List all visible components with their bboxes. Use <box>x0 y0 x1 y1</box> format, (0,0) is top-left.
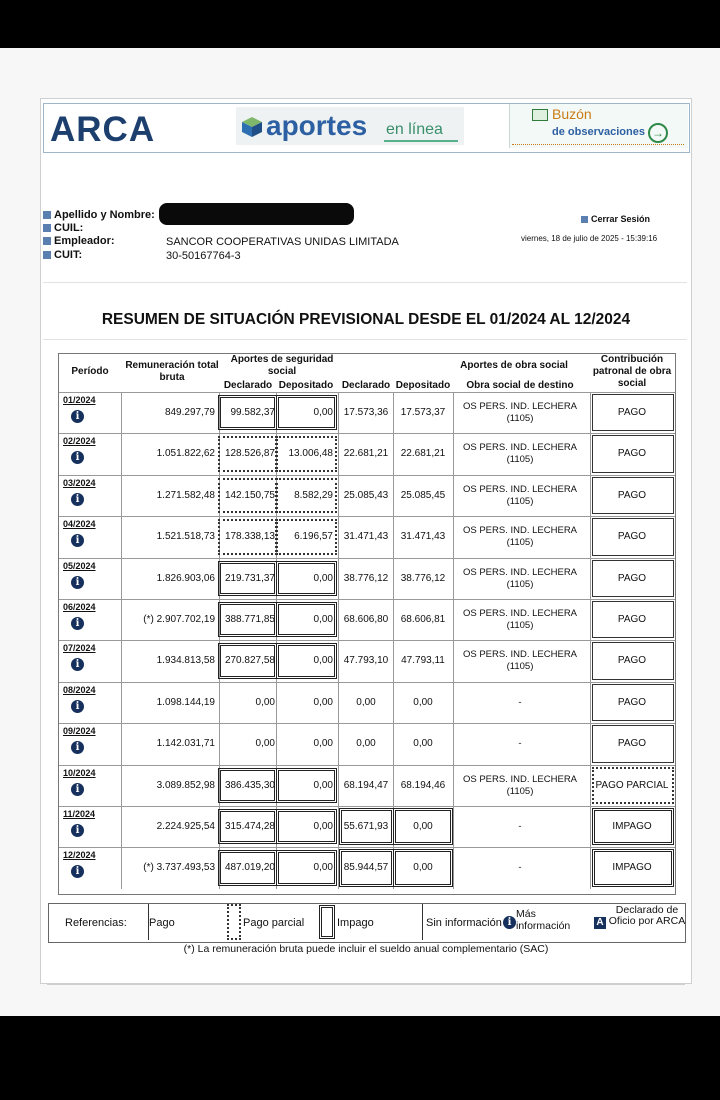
envelope-icon <box>532 109 548 121</box>
cuit-label: CUIT: <box>54 249 83 261</box>
remuneracion-cell: 1.142.031,71 <box>156 738 215 750</box>
obra-social-name: - <box>518 696 522 708</box>
obra-social-code: (1105) <box>506 495 534 507</box>
contribucion-status: PAGO <box>617 655 647 667</box>
apellido-row <box>43 209 155 221</box>
bullet-icon <box>43 251 51 259</box>
periodo-link[interactable]: 09/2024 <box>63 726 96 737</box>
os-depositado-cell: 68.194,46 <box>400 779 446 791</box>
header-obra-destino: Obra social de destino <box>466 380 574 391</box>
ss-depositado-cell: 6.196,57 <box>294 531 333 543</box>
os-declarado-cell: 38.776,12 <box>343 572 389 584</box>
obra-social-name: OS PERS. IND. LECHERA <box>462 401 578 412</box>
divider <box>47 984 685 985</box>
row-divider <box>59 682 675 683</box>
periodo-link[interactable]: 10/2024 <box>63 767 96 778</box>
underline-decor <box>384 140 458 142</box>
cuit-row <box>43 249 82 261</box>
divider <box>43 339 687 340</box>
os-declarado-cell: 31.471,43 <box>343 531 389 543</box>
info-icon[interactable]: i <box>71 783 84 796</box>
row-divider <box>59 475 675 476</box>
header-contribucion: Contribución patronal de obra social <box>592 354 672 389</box>
obra-social-name: OS PERS. IND. LECHERA <box>462 649 578 661</box>
remuneracion-cell: 2.224.925,54 <box>156 821 215 832</box>
contribucion-status: PAGO <box>617 489 647 501</box>
ss-declarado-cell: 128.526,87 <box>224 448 275 460</box>
divider <box>43 282 687 283</box>
ss-depositado-cell: 0,00 <box>313 779 333 791</box>
ss-depositado-cell: 0,00 <box>313 696 333 708</box>
os-depositado-cell: 25.085,45 <box>400 489 446 501</box>
cube-icon <box>240 115 264 139</box>
os-declarado-cell: 17.573,36 <box>343 407 389 418</box>
ss-depositado-cell: 0,00 <box>313 821 333 832</box>
remuneracion-cell: 1.271.582,48 <box>156 489 215 501</box>
obra-social-code: (1105) <box>506 661 534 673</box>
footnote: (*) La remuneración bruta puede incluir el sueldo anual complementario (SAC) <box>183 943 549 955</box>
arca-oficio-icon: A <box>594 917 606 929</box>
obra-social-name: OS PERS. IND. LECHERA <box>462 483 578 495</box>
info-icon[interactable]: i <box>71 741 84 754</box>
header-periodo: Período <box>71 366 109 377</box>
remuneracion-cell: 1.098.144,19 <box>156 696 215 708</box>
ss-depositado-cell: 0,00 <box>313 572 333 584</box>
ss-depositado-cell: 13.006,48 <box>288 448 333 460</box>
obra-social-code: (1105) <box>506 537 534 549</box>
bullet-icon <box>581 216 588 223</box>
legend-divider <box>141 904 149 940</box>
contribucion-status: PAGO <box>617 696 647 708</box>
os-depositado-cell: 0,00 <box>413 738 433 750</box>
periodo-link[interactable]: 04/2024 <box>63 519 96 530</box>
periodo-link[interactable]: 06/2024 <box>63 602 96 612</box>
en-linea-word: en línea <box>386 121 443 138</box>
legend <box>48 903 686 943</box>
ss-declarado-cell: 219.731,37 <box>224 572 275 584</box>
session-date: viernes, 18 de julio de 2025 - 15:39:16 <box>521 234 658 243</box>
row-divider <box>59 516 675 517</box>
remuneracion-cell: 3.089.852,98 <box>156 779 215 791</box>
periodo-link[interactable]: 08/2024 <box>63 684 96 695</box>
info-icon[interactable]: i <box>71 865 84 878</box>
row-divider <box>59 433 675 434</box>
contribucion-status: PAGO <box>617 448 647 460</box>
ss-depositado-cell: 8.582,29 <box>294 489 333 501</box>
ss-declarado-cell: 178.338,13 <box>224 531 275 543</box>
info-icon[interactable]: i <box>71 534 84 547</box>
remuneracion-cell: (*) 3.737.493,53 <box>143 862 215 874</box>
arrow-right-icon: → <box>648 123 668 143</box>
info-icon[interactable]: i <box>71 700 84 713</box>
cuil-label: CUIL: <box>54 222 84 234</box>
obra-social-name: - <box>518 821 522 832</box>
ss-declarado-cell: 0,00 <box>255 696 275 708</box>
row-divider <box>59 806 675 807</box>
ss-declarado-cell: 142.150,75 <box>224 489 275 501</box>
contribucion-status: PAGO <box>617 614 647 625</box>
obra-social-name: OS PERS. IND. LECHERA <box>462 608 578 619</box>
legend-declarado-oficio: Declarado de Oficio por ARCA <box>608 904 686 927</box>
os-depositado-cell: 22.681,21 <box>400 448 446 460</box>
periodo-link[interactable]: 07/2024 <box>63 643 96 654</box>
info-icon[interactable]: i <box>71 576 84 589</box>
contribucion-status: PAGO PARCIAL <box>595 779 669 791</box>
info-icon: i <box>503 916 516 929</box>
ss-declarado-cell: 0,00 <box>255 738 275 750</box>
buzon-observaciones-link[interactable] <box>509 104 688 148</box>
header-obra-social: Aportes de obra social <box>460 360 568 371</box>
header-remuneracion: Remuneración total bruta <box>125 360 219 383</box>
os-depositado-cell: 0,00 <box>413 862 433 874</box>
legend-pago: Pago <box>149 917 175 929</box>
obra-social-name: OS PERS. IND. LECHERA <box>462 773 578 785</box>
legend-referencias: Referencias: <box>65 917 127 929</box>
redacted-name <box>159 203 354 225</box>
os-declarado-cell: 47.793,10 <box>343 655 389 667</box>
os-depositado-cell: 17.573,37 <box>400 407 446 418</box>
periodo-link[interactable]: 05/2024 <box>63 560 96 571</box>
screen-background <box>0 48 720 1016</box>
os-declarado-cell: 68.194,47 <box>343 779 389 791</box>
obra-social-code: (1105) <box>506 578 534 590</box>
row-divider <box>59 765 675 766</box>
buzon-subtitle: de observaciones <box>552 126 645 138</box>
ss-depositado-cell: 0,00 <box>313 738 333 750</box>
ss-declarado-cell: 99.582,37 <box>230 407 275 418</box>
os-depositado-cell: 31.471,43 <box>400 531 446 543</box>
empleador-row <box>43 235 115 247</box>
legend-pago-parcial-swatch <box>227 904 241 940</box>
info-icon[interactable]: i <box>71 824 84 837</box>
contribucion-status: PAGO <box>617 531 647 543</box>
row-divider <box>59 847 675 848</box>
row-divider <box>59 558 675 559</box>
legend-impago: Impago <box>337 917 374 929</box>
periodo-link[interactable]: 03/2024 <box>63 477 96 488</box>
summary-table <box>58 353 676 895</box>
remuneracion-cell: (*) 2.907.702,19 <box>143 614 215 625</box>
obra-social-code: (1105) <box>506 454 534 466</box>
header-ss-declarado: Declarado <box>223 380 273 391</box>
obra-social-code: (1105) <box>506 785 534 797</box>
cerrar-sesion-link[interactable] <box>581 214 650 224</box>
obra-social-name: OS PERS. IND. LECHERA <box>462 442 578 454</box>
info-icon[interactable]: i <box>71 451 84 464</box>
obra-social-name: OS PERS. IND. LECHERA <box>462 566 578 578</box>
apellido-label: Apellido y Nombre: <box>54 209 155 221</box>
bullet-icon <box>43 211 51 219</box>
contribucion-status: PAGO <box>617 572 647 584</box>
obra-social-name: - <box>518 738 522 750</box>
ss-depositado-cell: 0,00 <box>313 655 333 667</box>
ss-declarado-cell: 487.019,20 <box>224 862 275 874</box>
os-declarado-cell: 68.606,80 <box>343 614 389 625</box>
info-icon[interactable]: i <box>71 617 84 630</box>
legend-pago-parcial: Pago parcial <box>243 917 305 929</box>
header-os-declarado: Declarado <box>341 380 391 391</box>
header-os-depositado: Depositado <box>395 380 451 391</box>
ss-declarado-cell: 270.827,58 <box>224 655 275 667</box>
ss-declarado-cell: 386.435,30 <box>224 779 275 791</box>
contribucion-status: IMPAGO <box>612 862 652 874</box>
row-divider <box>59 599 675 600</box>
os-depositado-cell: 0,00 <box>413 821 433 832</box>
remuneracion-cell: 1.051.822,62 <box>156 448 215 460</box>
obra-social-name: - <box>518 862 522 874</box>
header-seg-social: Aportes de seguridad social <box>230 354 334 377</box>
os-declarado-cell: 25.085,43 <box>343 489 389 501</box>
cerrar-sesion-label: Cerrar Sesión <box>591 214 651 224</box>
document-page <box>40 98 692 984</box>
os-declarado-cell: 85.944,57 <box>343 862 389 874</box>
row-divider <box>59 392 675 393</box>
ss-depositado-cell: 0,00 <box>313 862 333 874</box>
cuit-value: 30-50167764-3 <box>166 250 241 262</box>
remuneracion-cell: 849.297,79 <box>164 407 215 418</box>
legend-sin-info: Sin información <box>426 917 502 929</box>
periodo-link[interactable]: 12/2024 <box>63 850 96 861</box>
legend-divider <box>411 904 423 940</box>
remuneracion-cell: 1.826.903,06 <box>156 572 215 584</box>
info-icon[interactable]: i <box>71 658 84 671</box>
cuil-row <box>43 222 83 234</box>
ss-depositado-cell: 0,00 <box>313 614 333 625</box>
info-icon[interactable]: i <box>71 493 84 506</box>
periodo-link[interactable]: 02/2024 <box>63 436 96 447</box>
buzon-title: Buzón <box>552 106 592 122</box>
os-depositado-cell: 38.776,12 <box>400 572 446 584</box>
obra-social-name: OS PERS. IND. LECHERA <box>462 525 578 537</box>
dotted-divider <box>512 144 684 145</box>
row-divider <box>59 723 675 724</box>
os-depositado-cell: 0,00 <box>413 696 433 708</box>
contribucion-status: IMPAGO <box>612 821 652 832</box>
aportes-en-linea-logo[interactable] <box>236 107 464 145</box>
contribucion-status: PAGO <box>617 738 647 750</box>
ss-declarado-cell: 388.771,85 <box>224 614 275 625</box>
obra-social-code: (1105) <box>506 413 534 424</box>
os-declarado-cell: 55.671,93 <box>343 821 389 832</box>
os-declarado-cell: 22.681,21 <box>343 448 389 460</box>
header-banner <box>43 103 690 153</box>
periodo-link[interactable]: 01/2024 <box>63 395 96 405</box>
page-title: RESUMEN DE SITUACIÓN PREVISIONAL DESDE EL 01/2024 AL 12/2024 <box>101 311 631 328</box>
os-depositado-cell: 47.793,11 <box>401 655 445 667</box>
os-depositado-cell: 68.606,81 <box>400 614 446 625</box>
os-declarado-cell: 0,00 <box>356 738 376 750</box>
arca-logo: ARCA <box>50 110 156 149</box>
empleador-value: SANCOR COOPERATIVAS UNIDAS LIMITADA <box>166 236 399 248</box>
ss-depositado-cell: 0,00 <box>313 407 333 418</box>
os-declarado-cell: 0,00 <box>356 696 376 708</box>
periodo-link[interactable]: 11/2024 <box>63 809 96 819</box>
contribucion-status: PAGO <box>617 407 647 418</box>
aportes-word: aportes <box>266 110 368 141</box>
empleador-label: Empleador: <box>54 235 115 247</box>
remuneracion-cell: 1.521.518,73 <box>156 531 215 543</box>
header-ss-depositado: Depositado <box>278 380 334 391</box>
legend-impago-swatch <box>319 905 335 939</box>
remuneracion-cell: 1.934.813,58 <box>156 655 215 667</box>
row-divider <box>59 640 675 641</box>
bullet-icon <box>43 237 51 245</box>
info-icon[interactable]: i <box>71 410 84 423</box>
obra-social-code: (1105) <box>506 620 534 631</box>
ss-declarado-cell: 315.474,28 <box>224 821 275 832</box>
legend-mas-info: Más información <box>516 908 571 932</box>
bullet-icon <box>43 224 51 232</box>
